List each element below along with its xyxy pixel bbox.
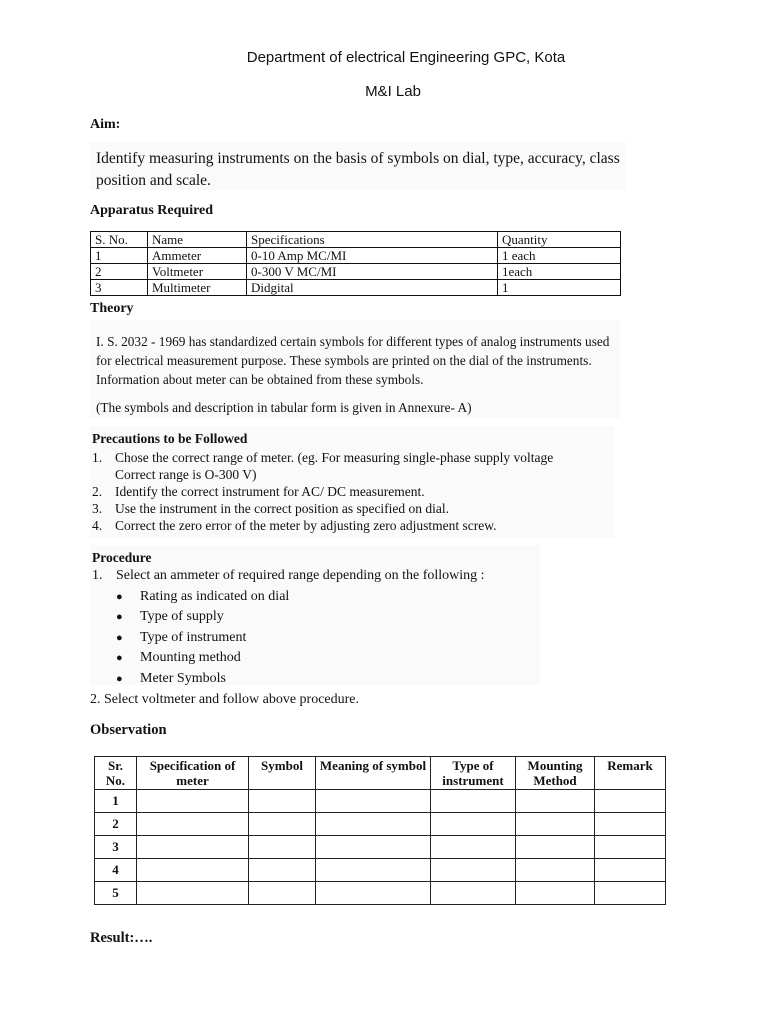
bullet-icon: ● [116, 590, 123, 603]
row-number: 5 [95, 882, 137, 905]
column-header: Remark [595, 757, 666, 790]
theory-note: (The symbols and description in tabular form is given in Annexure- A) [96, 400, 472, 415]
table-row [95, 859, 666, 882]
observation-table [94, 756, 666, 905]
table-row [91, 264, 621, 280]
bullet-icon: ● [116, 652, 123, 664]
department-title: Department of electrical Engineering GPC, Kota [246, 49, 566, 66]
theory-text-block [90, 320, 620, 418]
aim-text: Identify measuring instruments on the basis of symbols on dial, type, accuracy, class position and scale. [90, 142, 626, 190]
column-header: Symbol [249, 757, 316, 790]
bullet-item [92, 587, 538, 608]
table-cell [137, 813, 249, 836]
list-item [92, 483, 612, 500]
table-row [95, 790, 666, 813]
table-cell [431, 859, 516, 882]
table-cell: 1each [498, 264, 621, 280]
item-number: 1. [92, 450, 103, 465]
row-number: 2 [95, 813, 137, 836]
bullet-item [92, 607, 538, 628]
table-cell [516, 882, 595, 905]
table-cell [431, 882, 516, 905]
observation-label: Observation [90, 722, 167, 738]
table-cell [595, 813, 666, 836]
list-item [92, 500, 612, 517]
table-cell: Didgital [247, 280, 498, 296]
theory-paragraph: I. S. 2032 - 1969 has standardized certain symbols for different types of analog instruments used for electrical measurement purpose. These symbols are printed on the dial of the instruments. Information about meter can be obtained from these symbols. [96, 334, 610, 387]
table-cell: Multimeter [148, 280, 247, 296]
table-cell: 0-10 Amp MC/MI [247, 248, 498, 264]
table-cell [137, 836, 249, 859]
item-number: 1. [92, 568, 103, 583]
list-item [92, 449, 612, 466]
table-cell [431, 836, 516, 859]
table-header-row [91, 232, 621, 248]
apparatus-table [90, 231, 621, 296]
table-cell [595, 882, 666, 905]
table-cell [431, 790, 516, 813]
item-text: Correct range is O-300 V) [115, 467, 257, 482]
column-header: Sr. No. [95, 757, 137, 790]
bullet-icon: ● [116, 672, 123, 685]
item-text: Select an ammeter of required range depending on the following : [116, 568, 485, 583]
table-header-row [95, 757, 666, 790]
row-number: 4 [95, 859, 137, 882]
bullet-item [92, 628, 538, 649]
item-number: 3. [92, 501, 103, 516]
bullet-text: Mounting method [140, 650, 241, 665]
table-row [95, 813, 666, 836]
table-cell [137, 790, 249, 813]
row-number: 3 [95, 836, 137, 859]
column-header: S. No. [91, 232, 148, 248]
item-text: Identify the correct instrument for AC/ DC measurement. [115, 484, 425, 499]
table-cell: Ammeter [148, 248, 247, 264]
bullet-item [92, 669, 538, 690]
table-row [95, 882, 666, 905]
table-cell: 2 [91, 264, 148, 280]
table-cell [249, 836, 316, 859]
bullet-icon: ● [116, 631, 123, 644]
apparatus-label: Apparatus Required [90, 203, 214, 218]
table-cell [316, 813, 431, 836]
bullet-icon: ● [116, 611, 123, 623]
column-header: Name [148, 232, 247, 248]
item-text: Correct the zero error of the meter by adjusting zero adjustment screw. [115, 518, 497, 533]
table-cell [516, 859, 595, 882]
procedure-step-2: 2. Select voltmeter and follow above procedure. [90, 692, 360, 707]
column-header: Specification of meter [137, 757, 249, 790]
table-cell: 1 each [498, 248, 621, 264]
precautions-heading: Precautions to be Followed [92, 431, 248, 446]
table-cell [431, 813, 516, 836]
table-cell [316, 859, 431, 882]
table-cell [249, 790, 316, 813]
result-label: Result:…. [90, 930, 153, 946]
item-text: Chose the correct range of meter. (eg. For measuring single-phase supply voltage [115, 450, 554, 465]
list-item [92, 517, 612, 534]
table-row [91, 280, 621, 296]
bullet-text: Meter Symbols [140, 670, 226, 686]
procedure-block [90, 545, 540, 685]
bullet-item [92, 648, 538, 669]
column-header: Mounting Method [516, 757, 595, 790]
column-header: Quantity [498, 232, 621, 248]
table-cell: 1 [498, 280, 621, 296]
bullet-text: Rating as indicated on dial [140, 588, 290, 604]
lab-title: M&I Lab [365, 83, 421, 100]
item-number: 2. [92, 484, 103, 499]
table-cell [249, 859, 316, 882]
column-header: Type of instrument [431, 757, 516, 790]
table-cell [516, 813, 595, 836]
table-cell: 3 [91, 280, 148, 296]
procedure-heading: Procedure [92, 550, 152, 565]
bullet-text: Type of instrument [140, 629, 247, 645]
column-header: Specifications [247, 232, 498, 248]
table-cell [137, 882, 249, 905]
aim-label: Aim: [90, 117, 121, 132]
table-cell [137, 859, 249, 882]
list-item-continuation [92, 466, 612, 483]
table-cell [316, 882, 431, 905]
column-header: Meaning of symbol [316, 757, 431, 790]
table-cell [595, 859, 666, 882]
table-cell [595, 790, 666, 813]
item-number: 4. [92, 518, 103, 533]
table-cell [316, 790, 431, 813]
table-cell [516, 790, 595, 813]
table-row [91, 248, 621, 264]
bullet-text: Type of supply [140, 609, 224, 624]
list-item [92, 566, 538, 587]
row-number: 1 [95, 790, 137, 813]
table-cell [516, 836, 595, 859]
precautions-block [90, 426, 614, 538]
table-cell [595, 836, 666, 859]
theory-label: Theory [90, 301, 134, 316]
table-cell [316, 836, 431, 859]
item-text: Use the instrument in the correct position as specified on dial. [115, 501, 450, 516]
table-cell [249, 813, 316, 836]
table-cell: Voltmeter [148, 264, 247, 280]
table-cell: 1 [91, 248, 148, 264]
table-cell [249, 882, 316, 905]
table-row [95, 836, 666, 859]
table-cell: 0-300 V MC/MI [247, 264, 498, 280]
